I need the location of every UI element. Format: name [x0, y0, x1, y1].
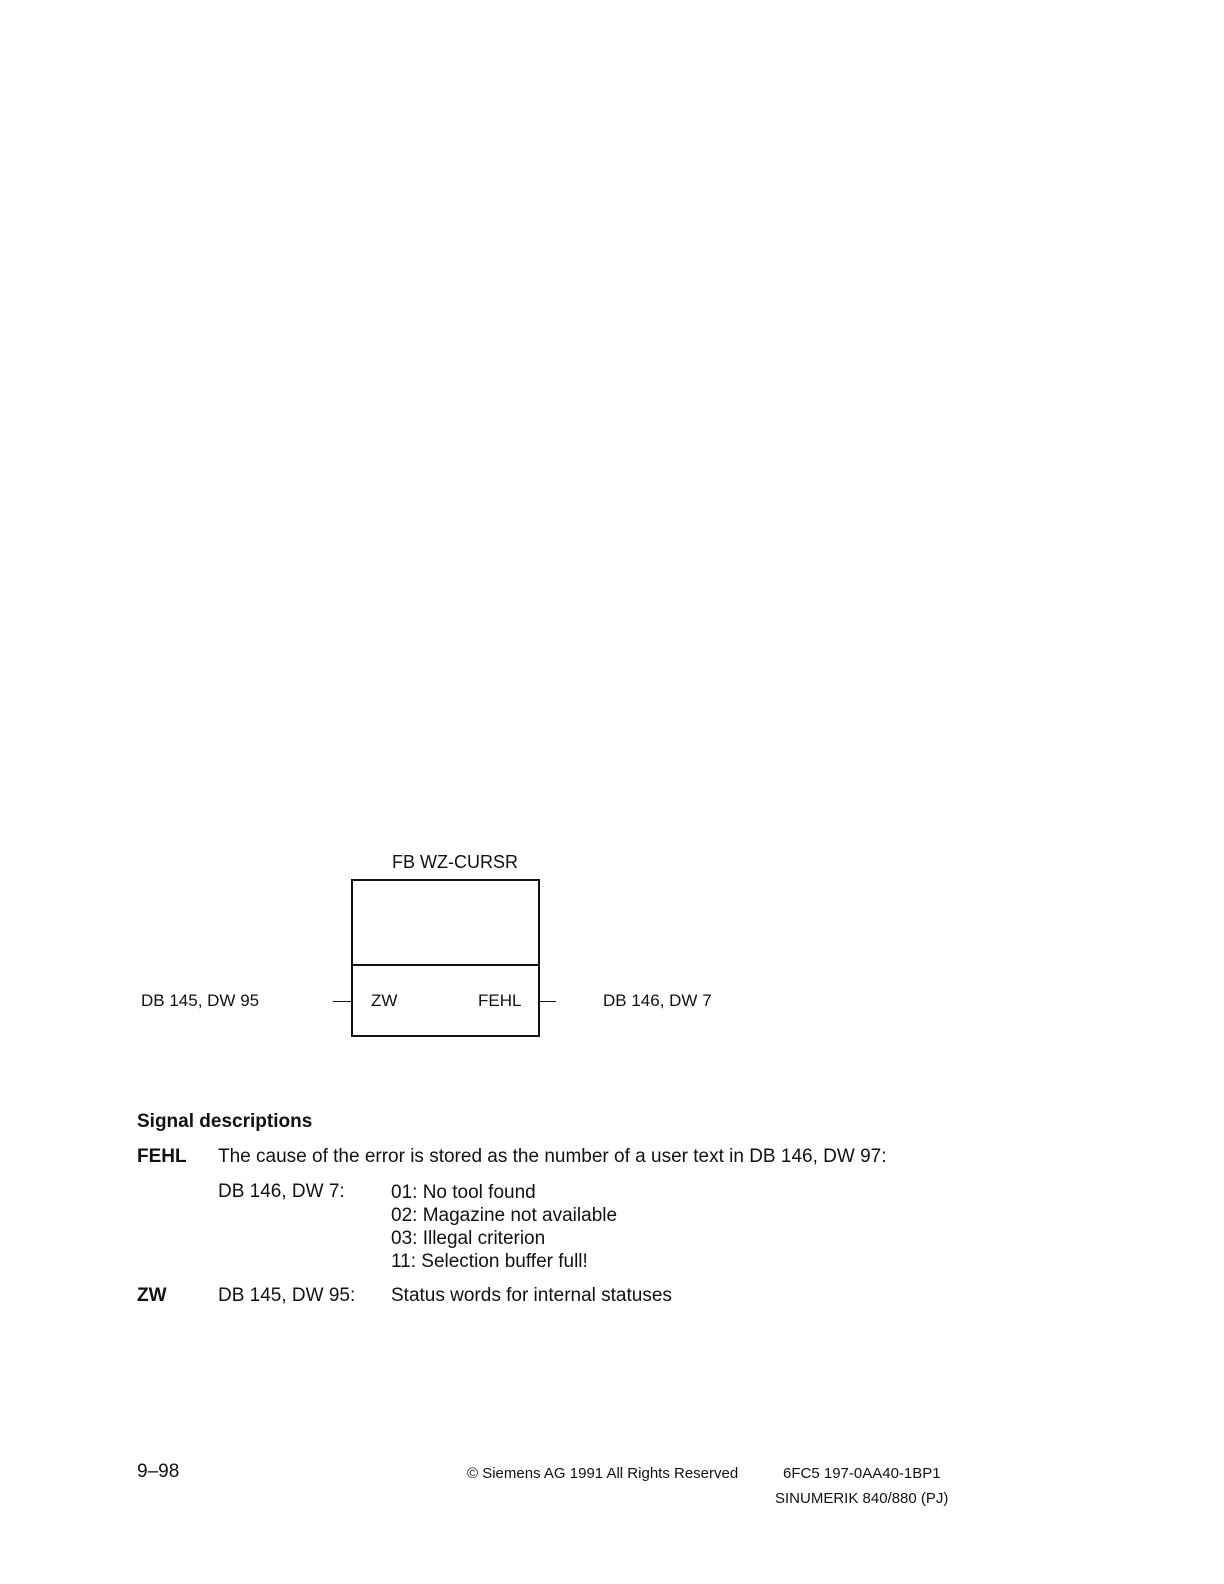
- output-connector-line: [540, 1001, 556, 1002]
- error-code-item: 11: Selection buffer full!: [391, 1251, 588, 1272]
- signal-address-fehl: DB 146, DW 7:: [218, 1181, 345, 1202]
- output-pin-label: FEHL: [478, 991, 522, 1010]
- signal-description-fehl: The cause of the error is stored as the number of a user text in DB 146, DW 97:: [218, 1146, 887, 1167]
- input-pin-label: ZW: [371, 991, 398, 1010]
- error-code-item: 01: No tool found: [391, 1182, 536, 1203]
- page-number: 9–98: [137, 1461, 180, 1482]
- section-heading: Signal descriptions: [137, 1111, 313, 1132]
- output-address-label: DB 146, DW 7: [603, 991, 712, 1010]
- signal-name-zw: ZW: [137, 1285, 167, 1306]
- order-number: 6FC5 197-0AA40-1BP1: [783, 1465, 941, 1482]
- function-block-title: FB WZ-CURSR: [392, 852, 518, 872]
- input-connector-line: [333, 1001, 351, 1002]
- product-name: SINUMERIK 840/880 (PJ): [775, 1490, 949, 1507]
- error-code-list: [391, 1181, 617, 1273]
- function-block-box: [351, 879, 540, 1037]
- copyright-notice: © Siemens AG 1991 All Rights Reserved: [467, 1465, 739, 1482]
- error-code-item: 02: Magazine not available: [391, 1205, 618, 1226]
- signal-name-fehl: FEHL: [137, 1146, 187, 1167]
- function-block-divider: [351, 964, 540, 966]
- signal-address-zw: DB 145, DW 95:: [218, 1285, 356, 1306]
- input-address-label: DB 145, DW 95: [141, 991, 260, 1010]
- signal-description-zw: Status words for internal statuses: [391, 1285, 672, 1306]
- error-code-item: 03: Illegal criterion: [391, 1228, 546, 1249]
